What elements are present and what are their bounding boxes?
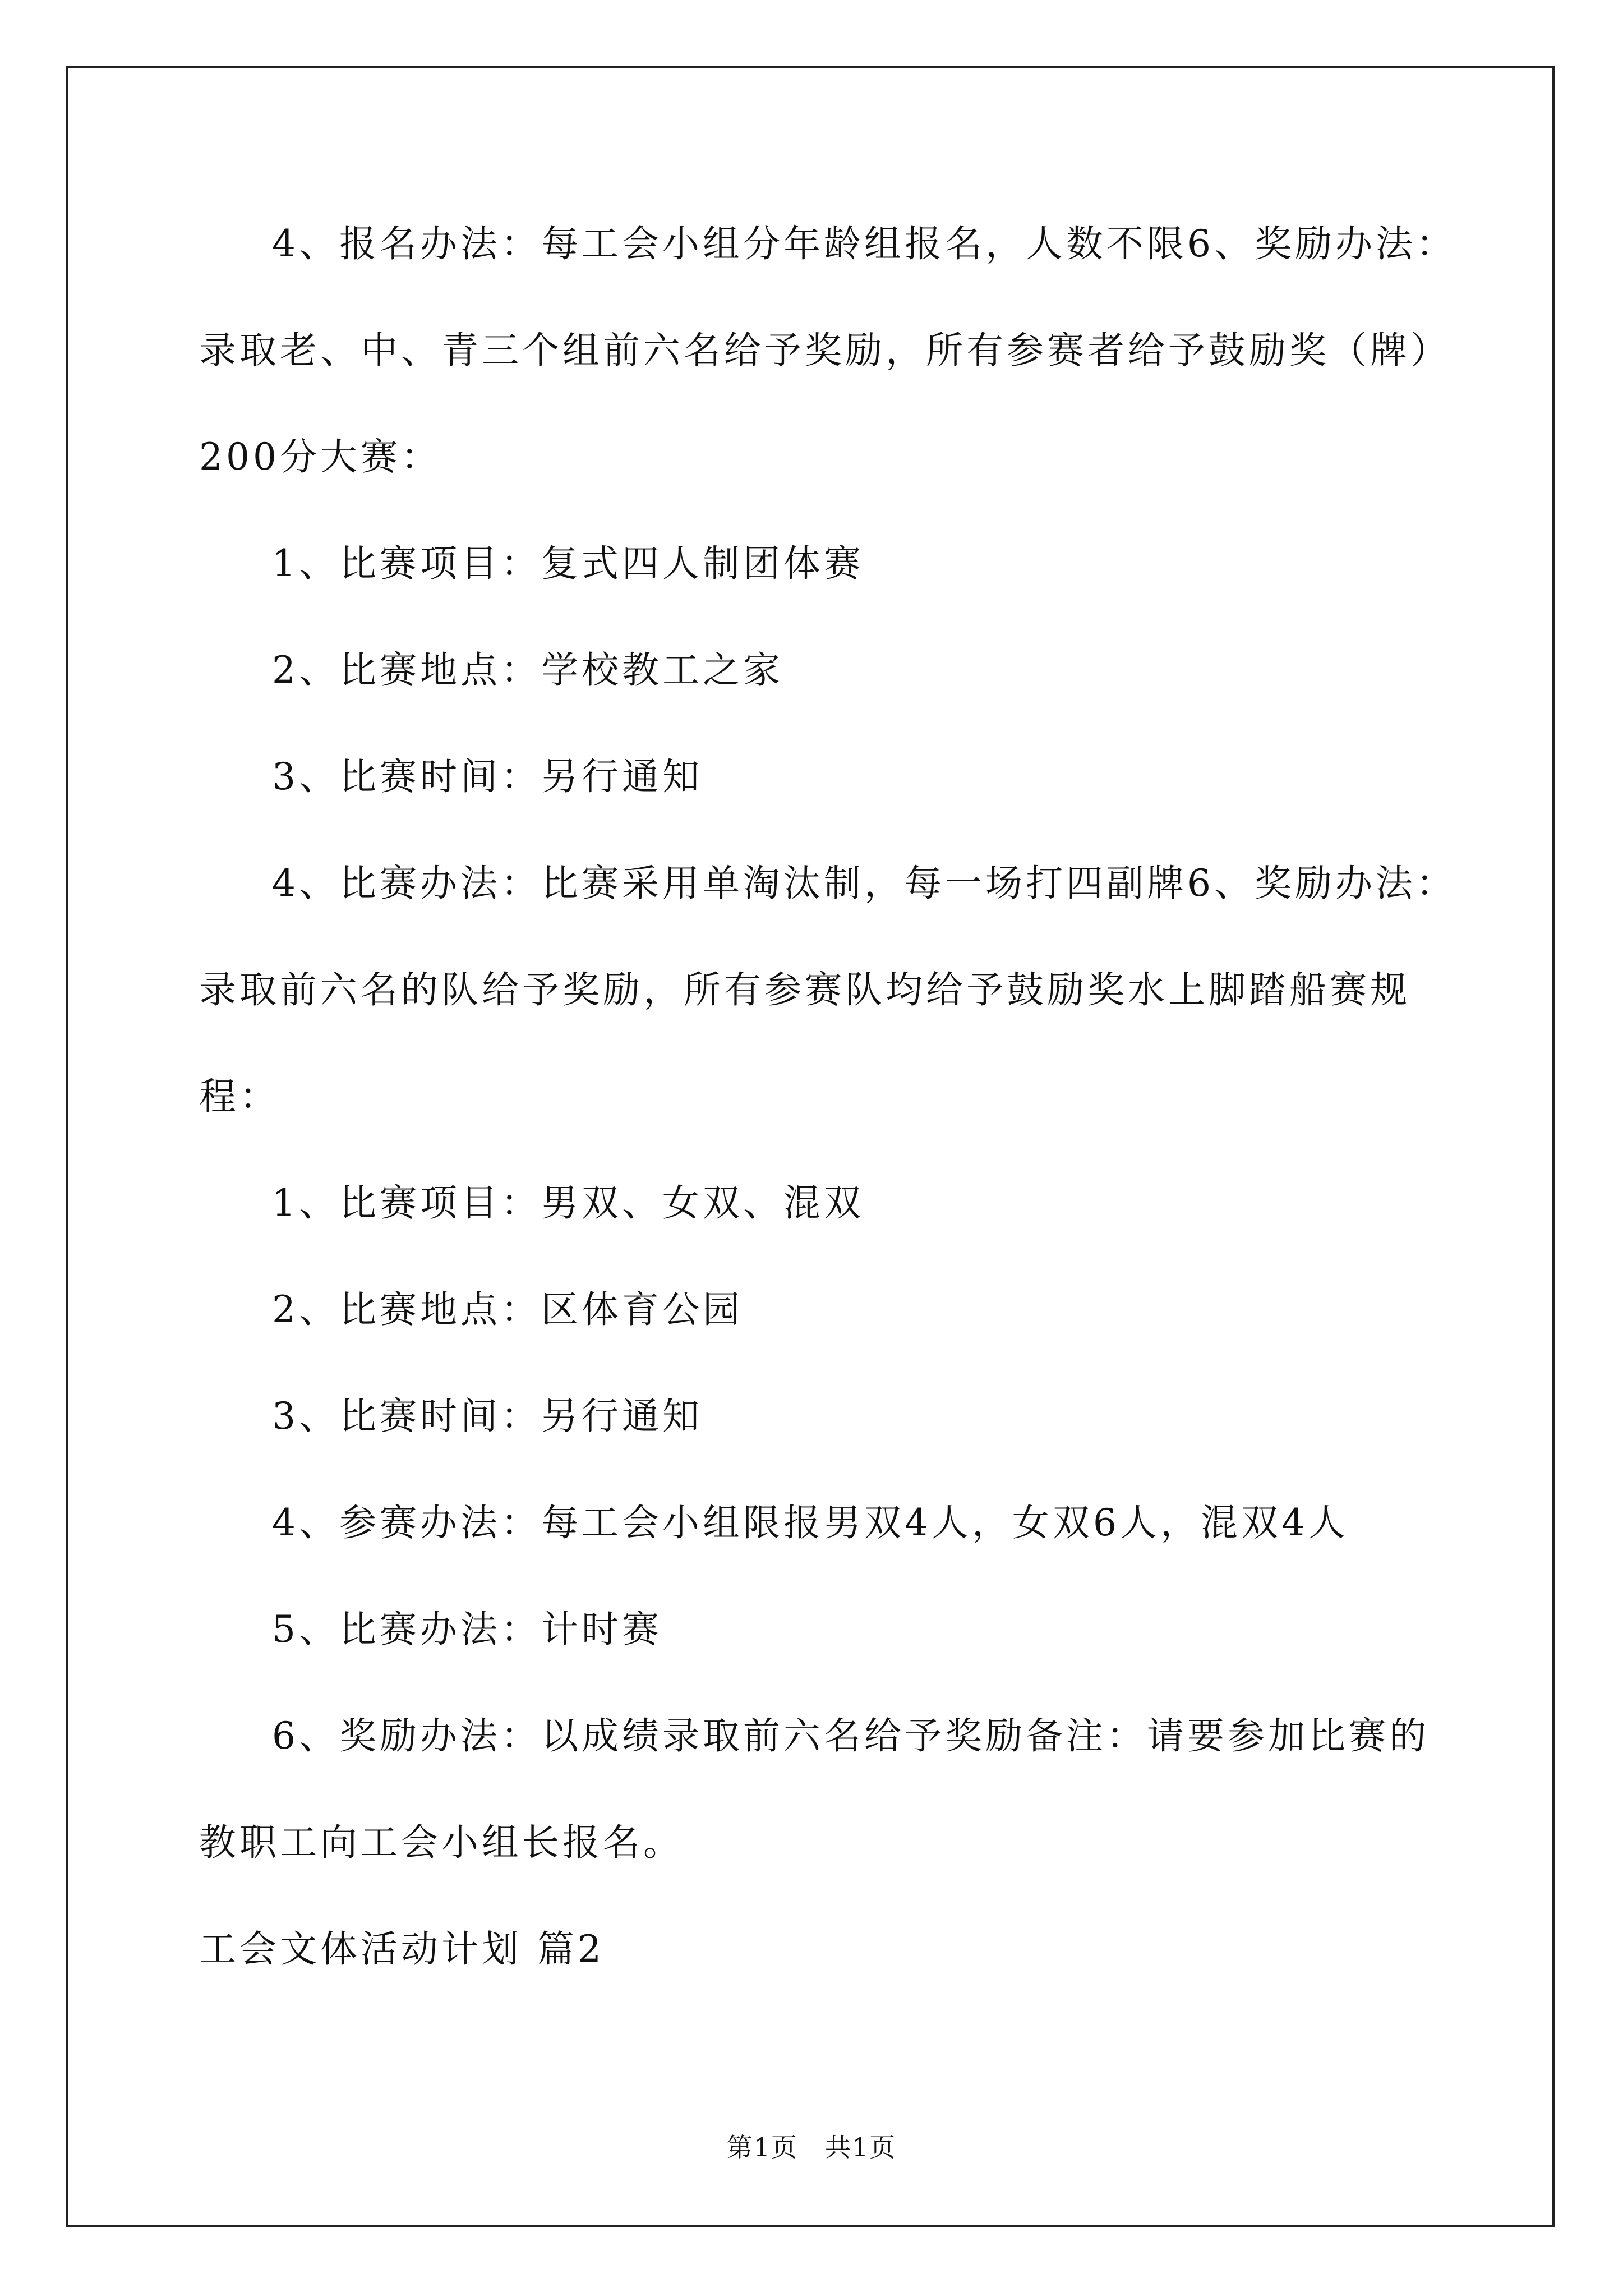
paragraph-line: 录取前六名的队给予奖励，所有参赛队均给予鼓励奖水上脚踏船赛规 [199, 968, 1410, 1011]
section-heading: 工会文体活动计划 篇2 [199, 1927, 605, 1971]
paragraph-line: 3、比赛时间：另行通知 [272, 1395, 703, 1438]
paragraph-line: 4、参赛办法：每工会小组限报男双4人，女双6人，混双4人 [272, 1501, 1349, 1544]
paragraph-line: 3、比赛时间：另行通知 [272, 755, 703, 798]
paragraph-line: 4、比赛办法：比赛采用单淘汰制，每一场打四副牌6、奖励办法： [272, 862, 1456, 905]
paragraph-line: 4、报名办法：每工会小组分年龄组报名，人数不限6、奖励办法： [272, 222, 1456, 265]
paragraph-line: 5、比赛办法：计时赛 [272, 1608, 662, 1651]
paragraph-line: 1、比赛项目：复式四人制团体赛 [272, 542, 864, 585]
paragraph-line: 2、比赛地点：区体育公园 [272, 1288, 743, 1331]
paragraph-line: 2、比赛地点：学校教工之家 [272, 648, 783, 692]
paragraph-line: 教职工向工会小组长报名。 [199, 1821, 684, 1864]
page-footer: 第1页 共1页 [726, 2132, 897, 2162]
paragraph-line: 1、比赛项目：男双、女双、混双 [272, 1181, 864, 1225]
page-border [66, 66, 1555, 2227]
paragraph-line: 6、奖励办法：以成绩录取前六名给予奖励备注：请要参加比赛的 [272, 1714, 1430, 1757]
paragraph-line: 录取老、中、青三个组前六名给予奖励，所有参赛者给予鼓励奖（牌） [199, 329, 1451, 372]
paragraph-line: 200分大赛： [199, 435, 441, 478]
paragraph-line: 程： [199, 1075, 280, 1118]
